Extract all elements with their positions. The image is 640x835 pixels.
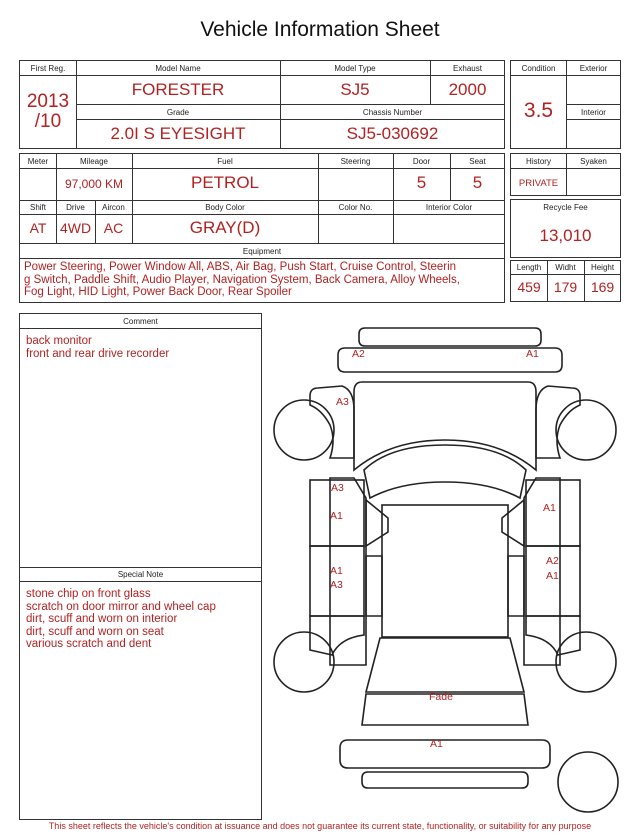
special-note-line: various scratch and dent [26,638,152,650]
damage-mark: A1 [330,565,343,577]
exterior-label: Exterior [579,64,608,73]
hood [354,382,536,470]
special-note-line: scratch on door mirror and wheel cap [26,600,216,613]
special-note-line: dirt, scuff and worn on seat [26,625,164,638]
exhaust-label: Exhaust [453,64,482,73]
spare-wheel [558,752,618,812]
syaken-label: Syaken [580,157,607,166]
model-name-label: Model Name [155,64,201,73]
first-reg-year: 2013 [26,91,70,112]
windshield [364,445,526,498]
front-left-wheel [274,400,334,460]
comment-line: front and rear drive recorder [26,347,170,360]
chassis-number-value: SJ5-030692 [346,124,439,143]
damage-mark: Fade [429,691,453,703]
history-label: History [526,157,551,166]
left-front-window [366,500,388,546]
mileage-label: Mileage [79,157,108,166]
recycle-fee-value: 13,010 [539,226,592,245]
shift-value: AT [29,220,47,236]
body-color-label: Body Color [205,203,245,212]
model-type-label: Model Type [334,64,376,73]
car-damage-diagram [270,320,625,820]
history-value: PRIVATE [518,178,559,189]
first-reg-label: First Reg. [30,64,66,73]
height-value: 169 [590,279,615,295]
roof [382,505,508,637]
height-label: Height [590,263,615,272]
vehicle-details-block [19,153,505,303]
body-color-value: GRAY(D) [189,218,261,237]
history-block [510,153,621,196]
door-label: Door [412,157,431,166]
equipment-line: Power Steering, Power Window All, ABS, Air Bag, Push Start, Cruise Control, Steerin [24,261,457,273]
page-title: Vehicle Information Sheet [200,18,440,41]
length-value: 459 [517,279,541,295]
front-bumper [359,328,541,346]
comment-label: Comment [123,317,158,326]
recycle-fee-label: Recycle Fee [543,203,588,212]
color-no-label: Color No. [338,203,373,212]
vehicle-info-block [19,60,505,149]
damage-mark: A3 [330,579,343,591]
rear-glass [366,638,524,692]
condition-block [510,60,621,149]
condition-value: 3.5 [523,99,554,122]
right-rear-window [508,556,524,616]
equipment-label: Equipment [242,247,282,256]
length-label: Length [516,263,542,272]
fuel-label: Fuel [217,157,233,166]
model-type-value: SJ5 [340,80,370,99]
aircon-value: AC [103,220,124,236]
comment-block [19,313,262,820]
damage-mark: A2 [546,555,559,567]
meter-label: Meter [27,157,49,166]
dimensions-block [510,260,621,302]
equipment-list [24,261,504,299]
right-front-fender [536,386,580,458]
model-name-value: FORESTER [131,80,225,99]
damage-mark: A3 [331,482,344,494]
special-note-list [26,588,258,651]
comment-list [26,335,258,360]
aircon-label: Aircon [102,203,125,212]
damage-mark: A2 [352,348,365,360]
chassis-number-label: Chassis Number [362,108,423,117]
recycle-fee-block [510,199,621,258]
damage-mark: A1 [330,510,343,522]
rear-lower-panel [362,772,528,788]
interior-color-label: Interior Color [425,203,473,212]
seat-value: 5 [472,173,483,192]
damage-mark: A1 [526,348,539,360]
comment-line: back monitor [26,335,92,347]
fuel-value: PETROL [190,173,260,192]
special-note-label: Special Note [117,570,164,579]
equipment-line: g Switch, Paddle Shift, Audio Player, Navigation System, Back Camera, Alloy Wheels, [24,273,460,286]
special-note-line: stone chip on front glass [26,588,151,600]
door-value: 5 [416,173,427,192]
right-front-window [502,500,524,546]
damage-mark: A3 [336,396,349,408]
interior-label: Interior [581,108,606,117]
exhaust-value: 2000 [448,80,487,99]
drive-value: 4WD [59,220,92,236]
damage-mark: A1 [430,738,443,750]
grade-label: Grade [166,108,190,117]
shift-label: Shift [29,203,46,212]
equipment-line: Fog Light, HID Light, Power Back Door, Rear Spoiler [24,286,292,298]
rear-bumper [340,740,550,768]
damage-mark: A1 [543,502,556,514]
first-reg-month: /10 [34,111,62,132]
rear-left-wheel [274,632,334,692]
rear-right-wheel [556,632,616,692]
condition-label: Condition [521,64,556,73]
grade-value: 2.0I S EYESIGHT [110,124,246,143]
disclaimer-footer: This sheet reflects the vehicle's condition at issuance and does not guarantee its current state, functionality, or suitability for any purpose [48,821,592,831]
width-value: 179 [553,279,578,295]
special-note-line: dirt, scuff and worn on interior [26,613,178,625]
left-rear-window [366,556,382,616]
seat-label: Seat [469,157,486,166]
front-right-wheel [556,400,616,460]
width-label: Widht [555,263,576,272]
damage-mark: A1 [546,570,559,582]
drive-label: Drive [66,203,85,212]
steering-label: Steering [340,157,371,166]
mileage-value: 97,000 KM [64,177,124,191]
